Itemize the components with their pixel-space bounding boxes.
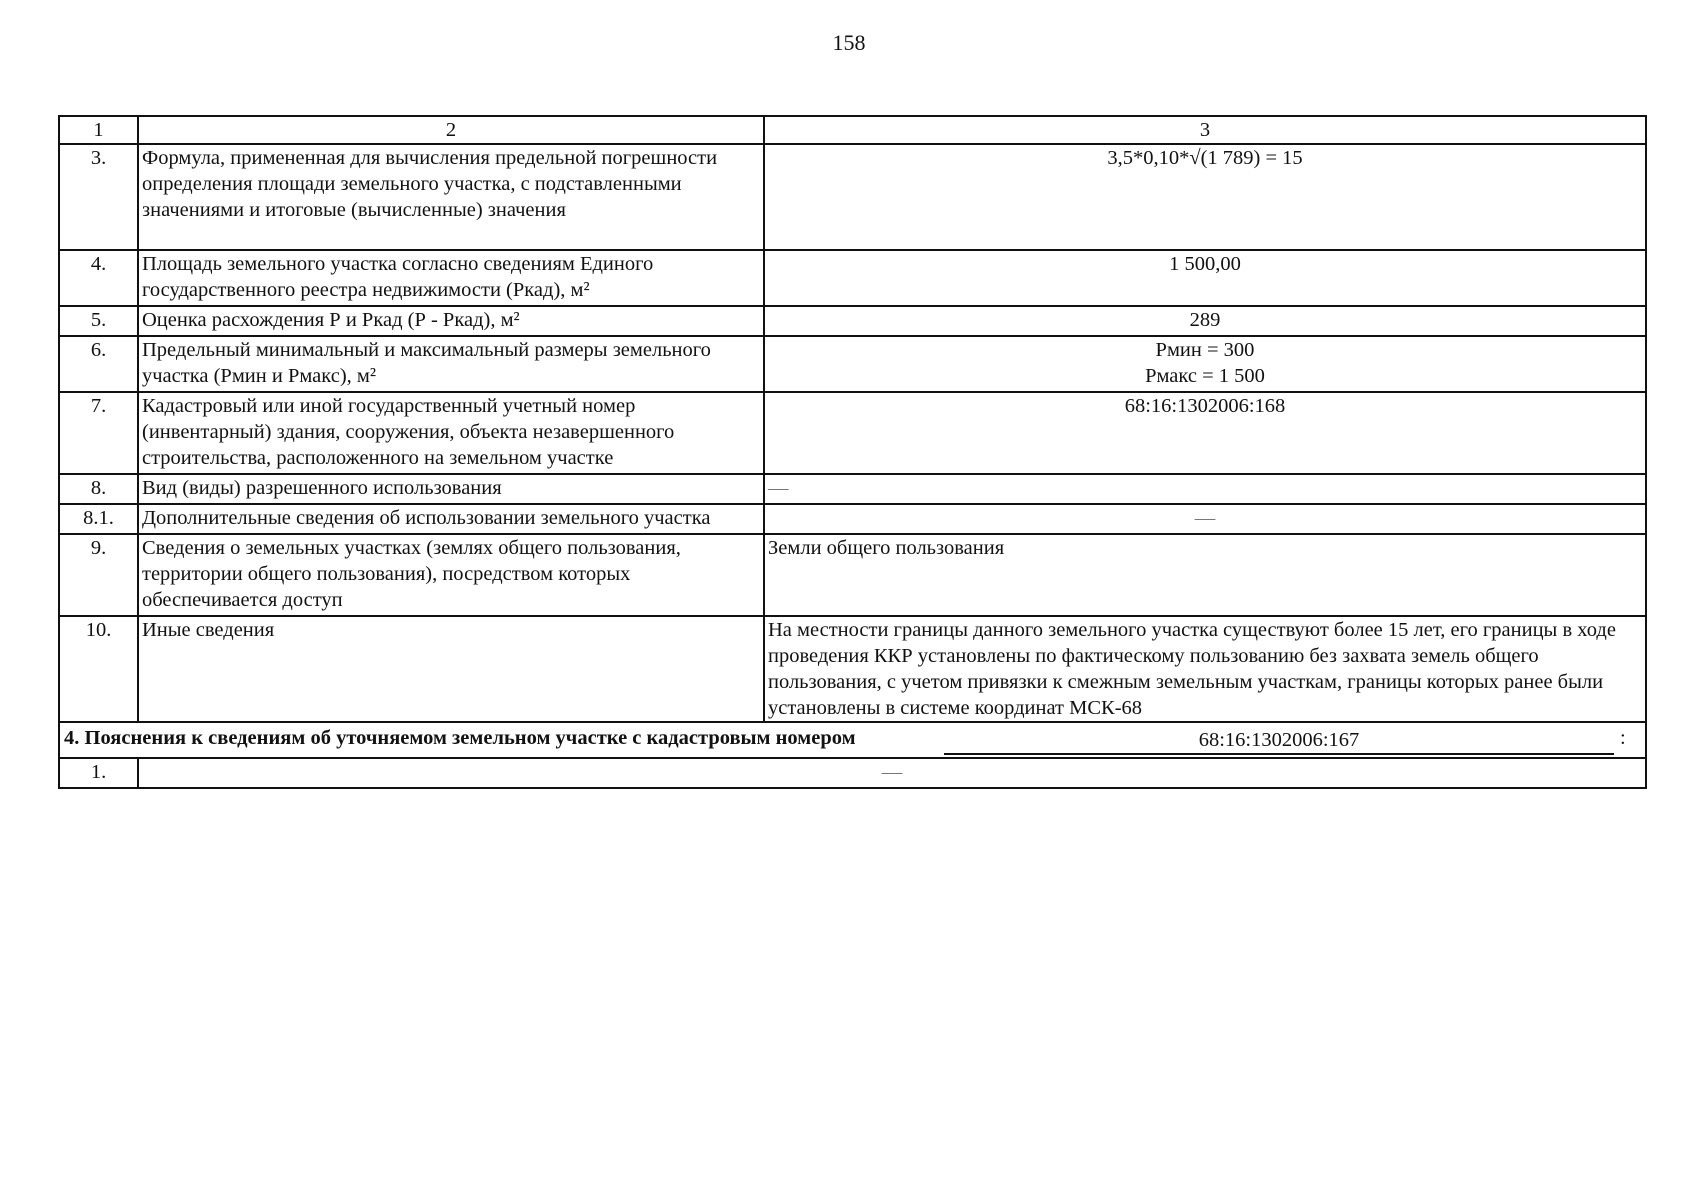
- cadastral-info-table: [58, 115, 1647, 789]
- table-row-3: [59, 144, 1646, 250]
- row-number: 7.: [59, 392, 138, 474]
- min-size-value: Рмин = 300: [1155, 339, 1255, 361]
- table-row-4: [59, 250, 1646, 306]
- row-label: Дополнительные сведения об использовании земельного участка: [138, 504, 764, 534]
- row-value: —: [138, 758, 1646, 788]
- header-col-3: 3: [764, 116, 1646, 144]
- page-number: 158: [832, 30, 866, 55]
- section-colon: :: [1620, 727, 1626, 749]
- row-number: 8.1.: [59, 504, 138, 534]
- row-value: —: [764, 504, 1646, 534]
- row-number: 5.: [59, 306, 138, 336]
- row-label: Площадь земельного участка согласно сведениям Единого государственного реестра недвижимости (Ркад), м²: [138, 250, 764, 306]
- table-row-9: [59, 534, 1646, 616]
- row-label: Вид (виды) разрешенного использования: [138, 474, 764, 504]
- row-label: Предельный минимальный и максимальный размеры земельного участка (Рмин и Рмакс), м²: [138, 336, 764, 392]
- row-value: 3,5*0,10*√(1 789) = 15: [764, 144, 1646, 250]
- row-label: Кадастровый или иной государственный учетный номер (инвентарный) здания, сооружения, объекта незавершенного строительства, расположенного на земельном участке: [138, 392, 764, 474]
- table-row-8: [59, 474, 1646, 504]
- row-number: 1.: [59, 758, 138, 788]
- table-row-7: [59, 392, 1646, 474]
- row-value: Земли общего пользования: [764, 534, 1646, 616]
- section-cadastral-number: 68:16:1302006:167: [944, 727, 1614, 755]
- row-number: 3.: [59, 144, 138, 250]
- row-label: Оценка расхождения Р и Ркад (Р - Ркад), м²: [138, 306, 764, 336]
- row-label: Сведения о земельных участках (землях общего пользования, территории общего пользования), посредством которых обеспечивается доступ: [138, 534, 764, 616]
- row-value: 68:16:1302006:168: [764, 392, 1646, 474]
- row-number: 6.: [59, 336, 138, 392]
- table-header-row: [59, 116, 1646, 144]
- section-4-header-row: [59, 722, 1646, 758]
- row-value: 1 500,00: [764, 250, 1646, 306]
- table-row-6: [59, 336, 1646, 392]
- table-row-8-1: [59, 504, 1646, 534]
- row-value: 289: [764, 306, 1646, 336]
- header-col-2: 2: [138, 116, 764, 144]
- row-number: 9.: [59, 534, 138, 616]
- row-value: —: [764, 474, 1646, 504]
- section-4-header: [59, 722, 1646, 758]
- section-title: 4. Пояснения к сведениям об уточняемом земельном участке с кадастровым номером: [64, 727, 856, 749]
- row-number: 8.: [59, 474, 138, 504]
- section-4-row-1: [59, 758, 1646, 788]
- row-value: На местности границы данного земельного участка существуют более 15 лет, его границы в ходе проведения ККР установлены по фактическому пользованию без захвата земель общего пользования, с учетом привязки к смежным земельным участкам, границы которых ранее были установлены в системе координат МСК-68: [764, 616, 1646, 722]
- table-row-10: [59, 616, 1646, 722]
- table-row-5: [59, 306, 1646, 336]
- row-number: 4.: [59, 250, 138, 306]
- header-col-1: 1: [59, 116, 138, 144]
- row-number: 10.: [59, 616, 138, 722]
- row-value: [764, 336, 1646, 392]
- row-label: Формула, примененная для вычисления предельной погрешности определения площади земельного участка, с подставленными значениями и итоговые (вычисленные) значения: [138, 144, 764, 250]
- row-label: Иные сведения: [138, 616, 764, 722]
- max-size-value: Рмакс = 1 500: [1145, 365, 1265, 387]
